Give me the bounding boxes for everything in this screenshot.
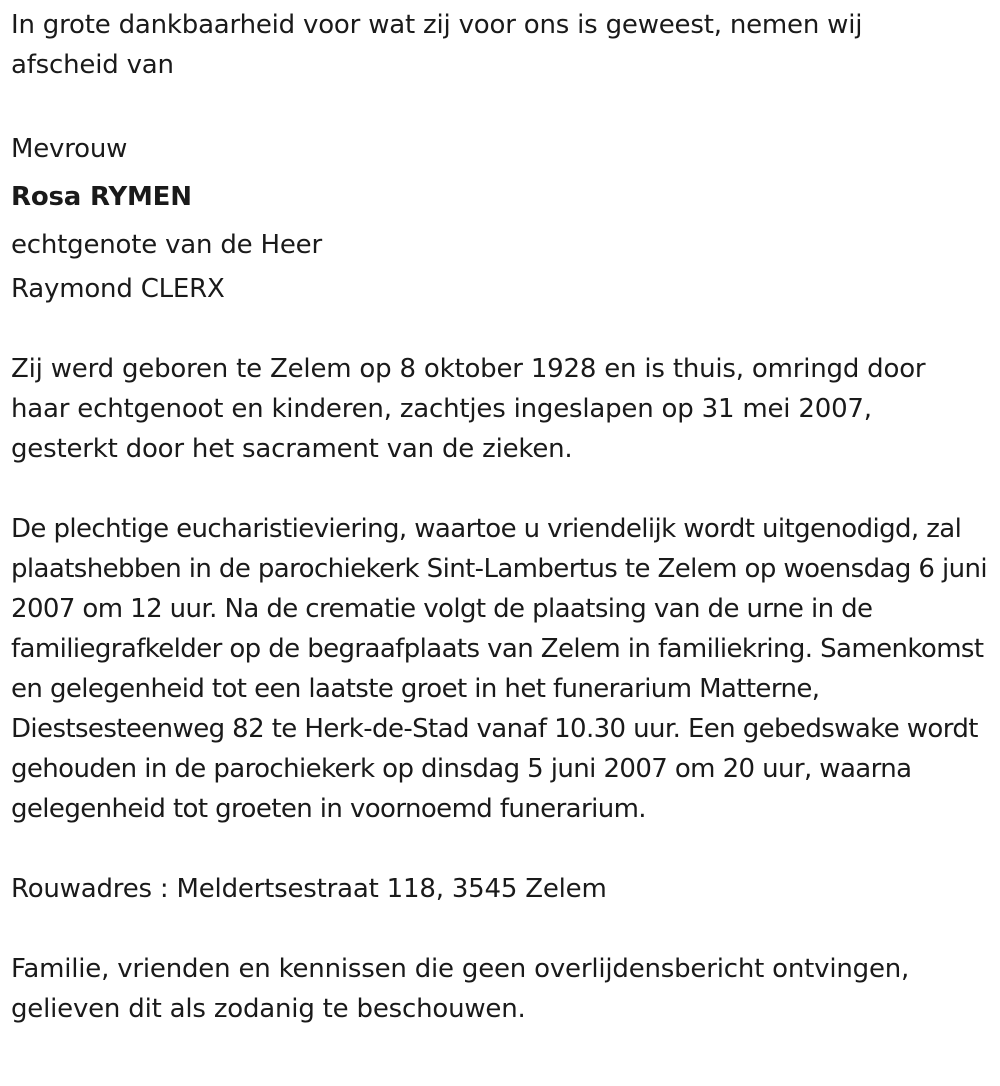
intro-paragraph: In grote dankbaarheid voor wat zij voor ons is geweest, nemen wij afscheid van (11, 10, 863, 80)
deceased-name: Rosa RYMEN (11, 182, 192, 212)
closing-paragraph: Familie, vrienden en kennissen die geen overlijdensbericht ontvingen, gelieven dit als zodanig te beschouwen. (11, 954, 910, 1024)
relation-text: echtgenote van de Heer (11, 230, 322, 260)
address-line: Rouwadres : Meldertsestraat 118, 3545 Zelem (11, 874, 607, 904)
honorific: Mevrouw (11, 134, 128, 164)
name-block (11, 125, 991, 309)
death-notice-document (11, 5, 991, 1029)
ceremony-paragraph: De plechtige eucharistieviering, waartoe u vriendelijk wordt uitgenodigd, zal plaatshebben in de parochiekerk Sint-Lambertus te Zelem op woensdag 6 juni 2007 om 12 uur. Na de crematie volgt de plaatsing van de urne in de familiegrafkelder op de begraafplaats van Zelem in familiekring. Samenkomst en gelegenheid tot een laatste groet in het funerarium Matterne, Diestsesteenweg 82 te Herk-de-Stad vanaf 10.30 uur. Een gebedswake wordt gehouden in de parochiekerk op dinsdag 5 juni 2007 om 20 uur, waarna gelegenheid tot groeten in voornoemd funerarium. (11, 514, 988, 824)
spouse-name: Raymond CLERX (11, 274, 225, 304)
birth-death-paragraph: Zij werd geboren te Zelem op 8 oktober 1928 en is thuis, omringd door haar echtgenoot en kinderen, zachtjes ingeslapen op 31 mei 2007, gesterkt door het sacrament van de zieken. (11, 354, 926, 464)
